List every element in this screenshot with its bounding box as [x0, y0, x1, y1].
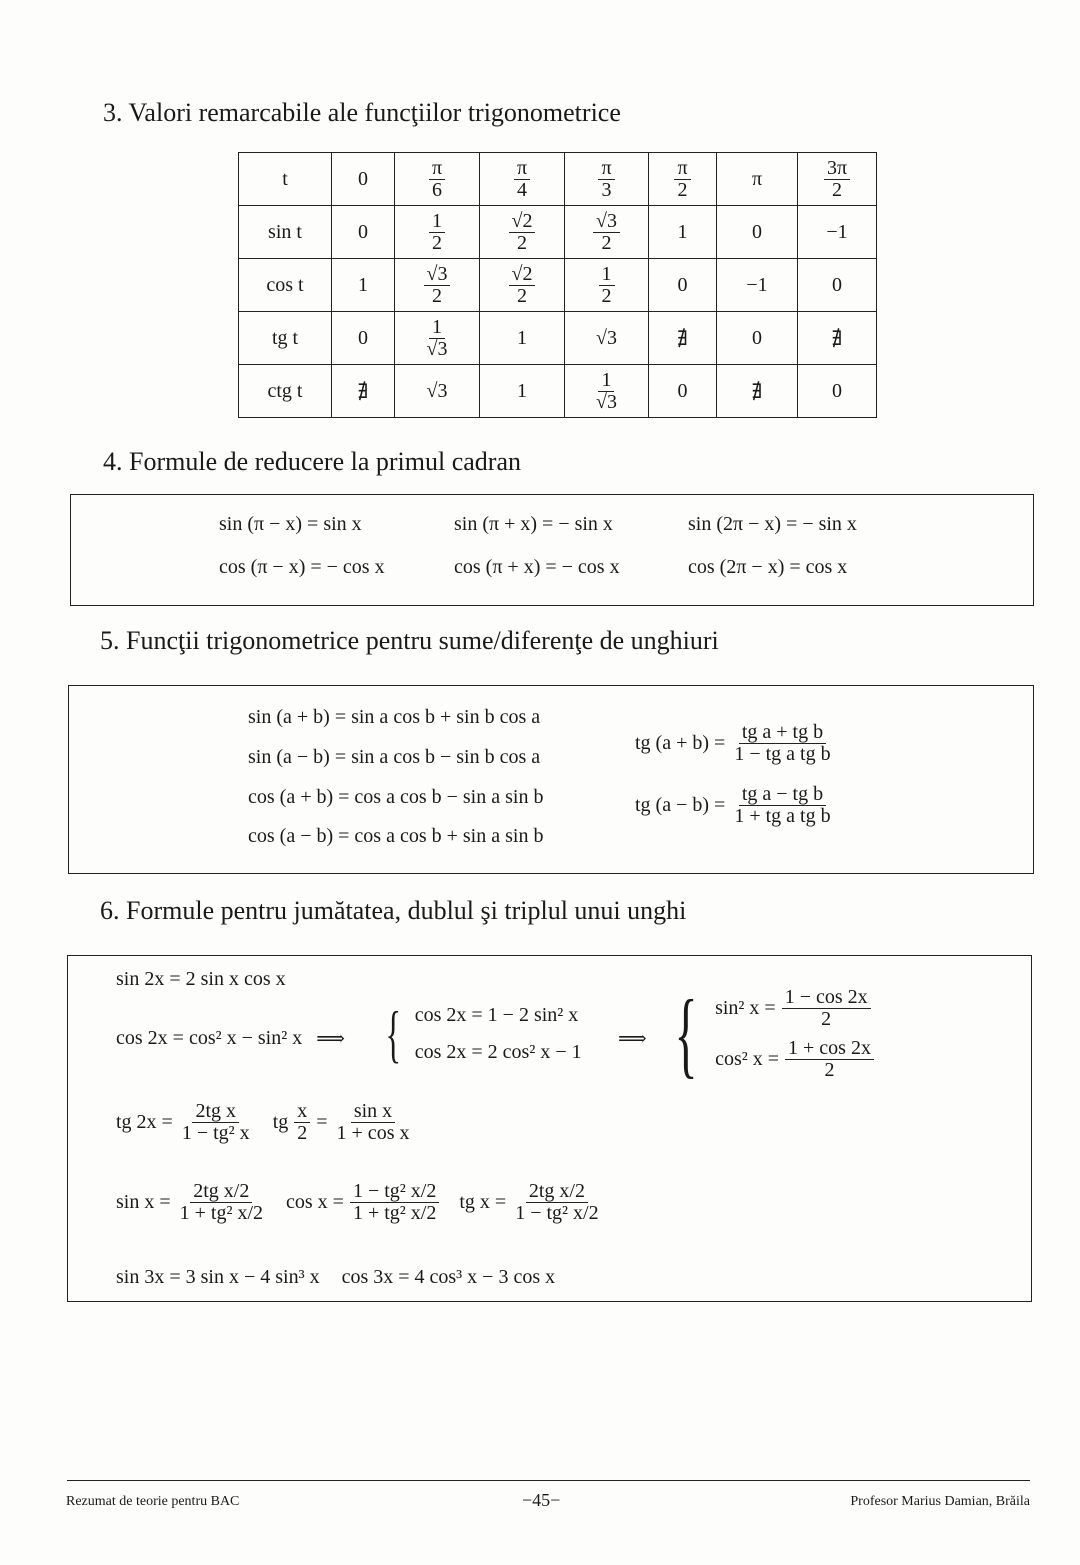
tg-difference-formula — [635, 784, 834, 827]
table-cell: ∄ — [649, 312, 717, 365]
formula: cos (π − x) = − cos x — [219, 556, 385, 578]
denominator: 6 — [431, 178, 442, 201]
table-cell: π — [717, 153, 798, 206]
table-cell — [565, 206, 649, 259]
implies-arrow: ⟹ — [316, 1028, 345, 1050]
values-table — [238, 152, 877, 418]
table-cell: cos t — [239, 259, 332, 312]
angle-formulas-box — [67, 955, 1032, 1302]
section-4-title: 4. Formule de reducere la primul cadran — [103, 447, 521, 476]
denominator: 1 + cos x — [336, 1122, 410, 1144]
table-cell: 0 — [717, 312, 798, 365]
equals: = — [316, 1111, 328, 1133]
lhs: tg — [272, 1111, 289, 1133]
lhs: sin x = — [116, 1191, 171, 1213]
numerator: 2tg x/2 — [190, 1181, 252, 1203]
denominator: 3 — [601, 178, 612, 201]
table-cell — [480, 206, 565, 259]
lhs: tg x = — [459, 1191, 507, 1213]
table-cell: 0 — [649, 365, 717, 418]
lhs: cos x = — [286, 1191, 344, 1213]
denominator: 2 — [601, 284, 612, 307]
tg-sum-formula — [635, 722, 834, 765]
footer-rule — [67, 1480, 1030, 1481]
numerator: π — [674, 158, 690, 180]
table-cell: 0 — [332, 206, 395, 259]
denominator: 1 − tg² x/2 — [515, 1202, 599, 1224]
implies-arrow: ⟹ — [618, 1028, 647, 1050]
table-cell: ∄ — [332, 365, 395, 418]
formula: sin (π + x) = − sin x — [454, 513, 613, 535]
denominator: 4 — [516, 178, 527, 201]
denominator: 1 + tg a tg b — [734, 805, 831, 827]
numerator: tg a − tg b — [739, 784, 826, 806]
denominator: 1 − tg² x — [181, 1122, 250, 1144]
table-cell: sin t — [239, 206, 332, 259]
denominator: 2 — [297, 1122, 308, 1144]
fraction — [593, 370, 620, 413]
denominator: 2 — [824, 1059, 835, 1081]
fraction — [674, 158, 690, 201]
reduction-box — [70, 494, 1034, 606]
table-cell: 0 — [332, 312, 395, 365]
formula: sin 2x = 2 sin x cos x — [116, 968, 286, 990]
formula: cos 2x = 2 cos² x − 1 — [414, 1041, 582, 1063]
table-cell: −1 — [798, 206, 877, 259]
table-row — [239, 259, 877, 312]
fraction — [824, 158, 850, 201]
sum-difference-box — [68, 685, 1034, 874]
table-cell: ctg t — [239, 365, 332, 418]
numerator: √2 — [509, 211, 536, 233]
tg2x-formula — [116, 1101, 412, 1144]
numerator: 1 − cos 2x — [782, 987, 871, 1009]
denominator: √3 — [596, 390, 617, 413]
cos2x: cos 2x = cos² x − sin² x — [116, 1027, 303, 1049]
table-cell: 1 — [480, 312, 565, 365]
numerator: 3π — [824, 158, 850, 180]
fraction — [593, 211, 620, 254]
numerator: π — [429, 158, 445, 180]
fraction — [429, 211, 445, 254]
formula: sin (2π − x) = − sin x — [688, 513, 857, 535]
table-cell: t — [239, 153, 332, 206]
lhs: tg 2x = — [116, 1111, 173, 1133]
numerator: 1 — [598, 370, 614, 392]
fraction — [509, 264, 536, 307]
table-cell — [798, 153, 877, 206]
fraction — [598, 158, 614, 201]
formula: sin (π − x) = sin x — [219, 513, 362, 535]
table-cell: ∄ — [798, 312, 877, 365]
table-row — [239, 153, 877, 206]
table-cell — [480, 153, 565, 206]
lhs: tg (a + b) = — [635, 732, 726, 754]
denominator: 2 — [431, 284, 442, 307]
numerator: 1 — [429, 317, 445, 339]
formula: cos (π + x) = − cos x — [454, 556, 620, 578]
table-cell — [480, 259, 565, 312]
denominator: 2 — [677, 178, 688, 201]
lhs: tg (a − b) = — [635, 794, 726, 816]
denominator: 1 + tg² x/2 — [352, 1202, 437, 1224]
table-row — [239, 206, 877, 259]
footer-left: Rezumat de teorie pentru BAC — [66, 1494, 240, 1509]
formula: sin (a + b) = sin a cos b + sin b cos a — [248, 706, 541, 728]
denominator: 1 + tg² x/2 — [179, 1202, 264, 1224]
fraction — [514, 158, 530, 201]
formula: cos (a − b) = cos a cos b + sin a sin b — [248, 825, 544, 847]
fraction — [424, 317, 451, 360]
half-angle-substitution — [116, 1181, 602, 1224]
numerator: √2 — [509, 264, 536, 286]
table-cell — [395, 259, 480, 312]
fraction — [599, 264, 615, 307]
table-cell: −1 — [717, 259, 798, 312]
table-cell: 1 — [649, 206, 717, 259]
denominator: 2 — [516, 231, 527, 254]
table-cell: ∄ — [717, 365, 798, 418]
formula: cos 2x = 1 − 2 sin² x — [414, 1004, 579, 1026]
table-cell: 0 — [649, 259, 717, 312]
denominator: √3 — [426, 337, 448, 360]
formula: sin (a − b) = sin a cos b − sin b cos a — [248, 746, 541, 768]
numerator: 1 — [429, 211, 445, 233]
numerator: π — [514, 158, 530, 180]
section-6-title: 6. Formule pentru jumătatea, dublul şi triplul unui unghi — [100, 896, 687, 925]
table-cell: √3 — [565, 312, 649, 365]
page-number: −45− — [522, 1490, 561, 1510]
denominator: 2 — [432, 231, 442, 254]
system-2 — [663, 980, 874, 1087]
numerator: π — [598, 158, 614, 180]
table-cell — [395, 206, 480, 259]
system-1 — [378, 998, 582, 1069]
formula: cos (2π − x) = cos x — [688, 556, 848, 578]
numerator: tg a + tg b — [739, 722, 826, 744]
denominator: 2 — [821, 1008, 832, 1030]
numerator: 1 + cos 2x — [785, 1038, 874, 1060]
numerator: 2tg x/2 — [526, 1181, 588, 1203]
denominator: 2 — [831, 178, 842, 201]
denominator: 2 — [601, 231, 612, 254]
formula: cos 3x = 4 cos³ x − 3 cos x — [341, 1266, 556, 1288]
table-cell: tg t — [239, 312, 332, 365]
numerator: √3 — [424, 264, 451, 286]
fraction — [509, 211, 536, 254]
denominator: 2 — [516, 284, 527, 307]
fraction — [424, 264, 451, 307]
table-row — [239, 365, 877, 418]
numerator: x — [294, 1101, 310, 1123]
section-5-title: 5. Funcţii trigonometrice pentru sume/diferenţe de unghiuri — [100, 626, 719, 655]
triple-angle — [116, 1266, 555, 1289]
formula — [116, 1026, 345, 1051]
table-cell — [395, 153, 480, 206]
table-cell — [565, 259, 649, 312]
table-cell: 0 — [332, 153, 395, 206]
table-cell — [395, 312, 480, 365]
brace: { — [385, 998, 402, 1069]
brace: { — [674, 980, 698, 1087]
table-row — [239, 312, 877, 365]
numerator: 1 − tg² x/2 — [350, 1181, 439, 1203]
table-cell — [565, 153, 649, 206]
formula: cos (a + b) = cos a cos b − sin a sin b — [248, 786, 544, 808]
table-cell: 0 — [798, 259, 877, 312]
section-3-title: 3. Valori remarcabile ale funcţiilor trigonometrice — [103, 98, 621, 127]
table-cell: 1 — [480, 365, 565, 418]
table-cell: 0 — [717, 206, 798, 259]
lhs: sin² x = — [715, 997, 776, 1019]
table-cell — [649, 153, 717, 206]
numerator: sin x — [351, 1101, 395, 1123]
numerator: √3 — [593, 211, 620, 233]
formula: sin 3x = 3 sin x − 4 sin³ x — [116, 1266, 320, 1288]
fraction — [429, 158, 445, 201]
table-cell: 1 — [332, 259, 395, 312]
denominator: 1 − tg a tg b — [734, 743, 831, 765]
table-cell — [565, 365, 649, 418]
footer-right: Profesor Marius Damian, Brăila — [850, 1494, 1030, 1509]
table-cell: 0 — [798, 365, 877, 418]
numerator: 2tg x — [192, 1101, 239, 1123]
lhs: cos² x = — [715, 1048, 780, 1070]
table-cell: √3 — [395, 365, 480, 418]
numerator: 1 — [599, 264, 615, 286]
